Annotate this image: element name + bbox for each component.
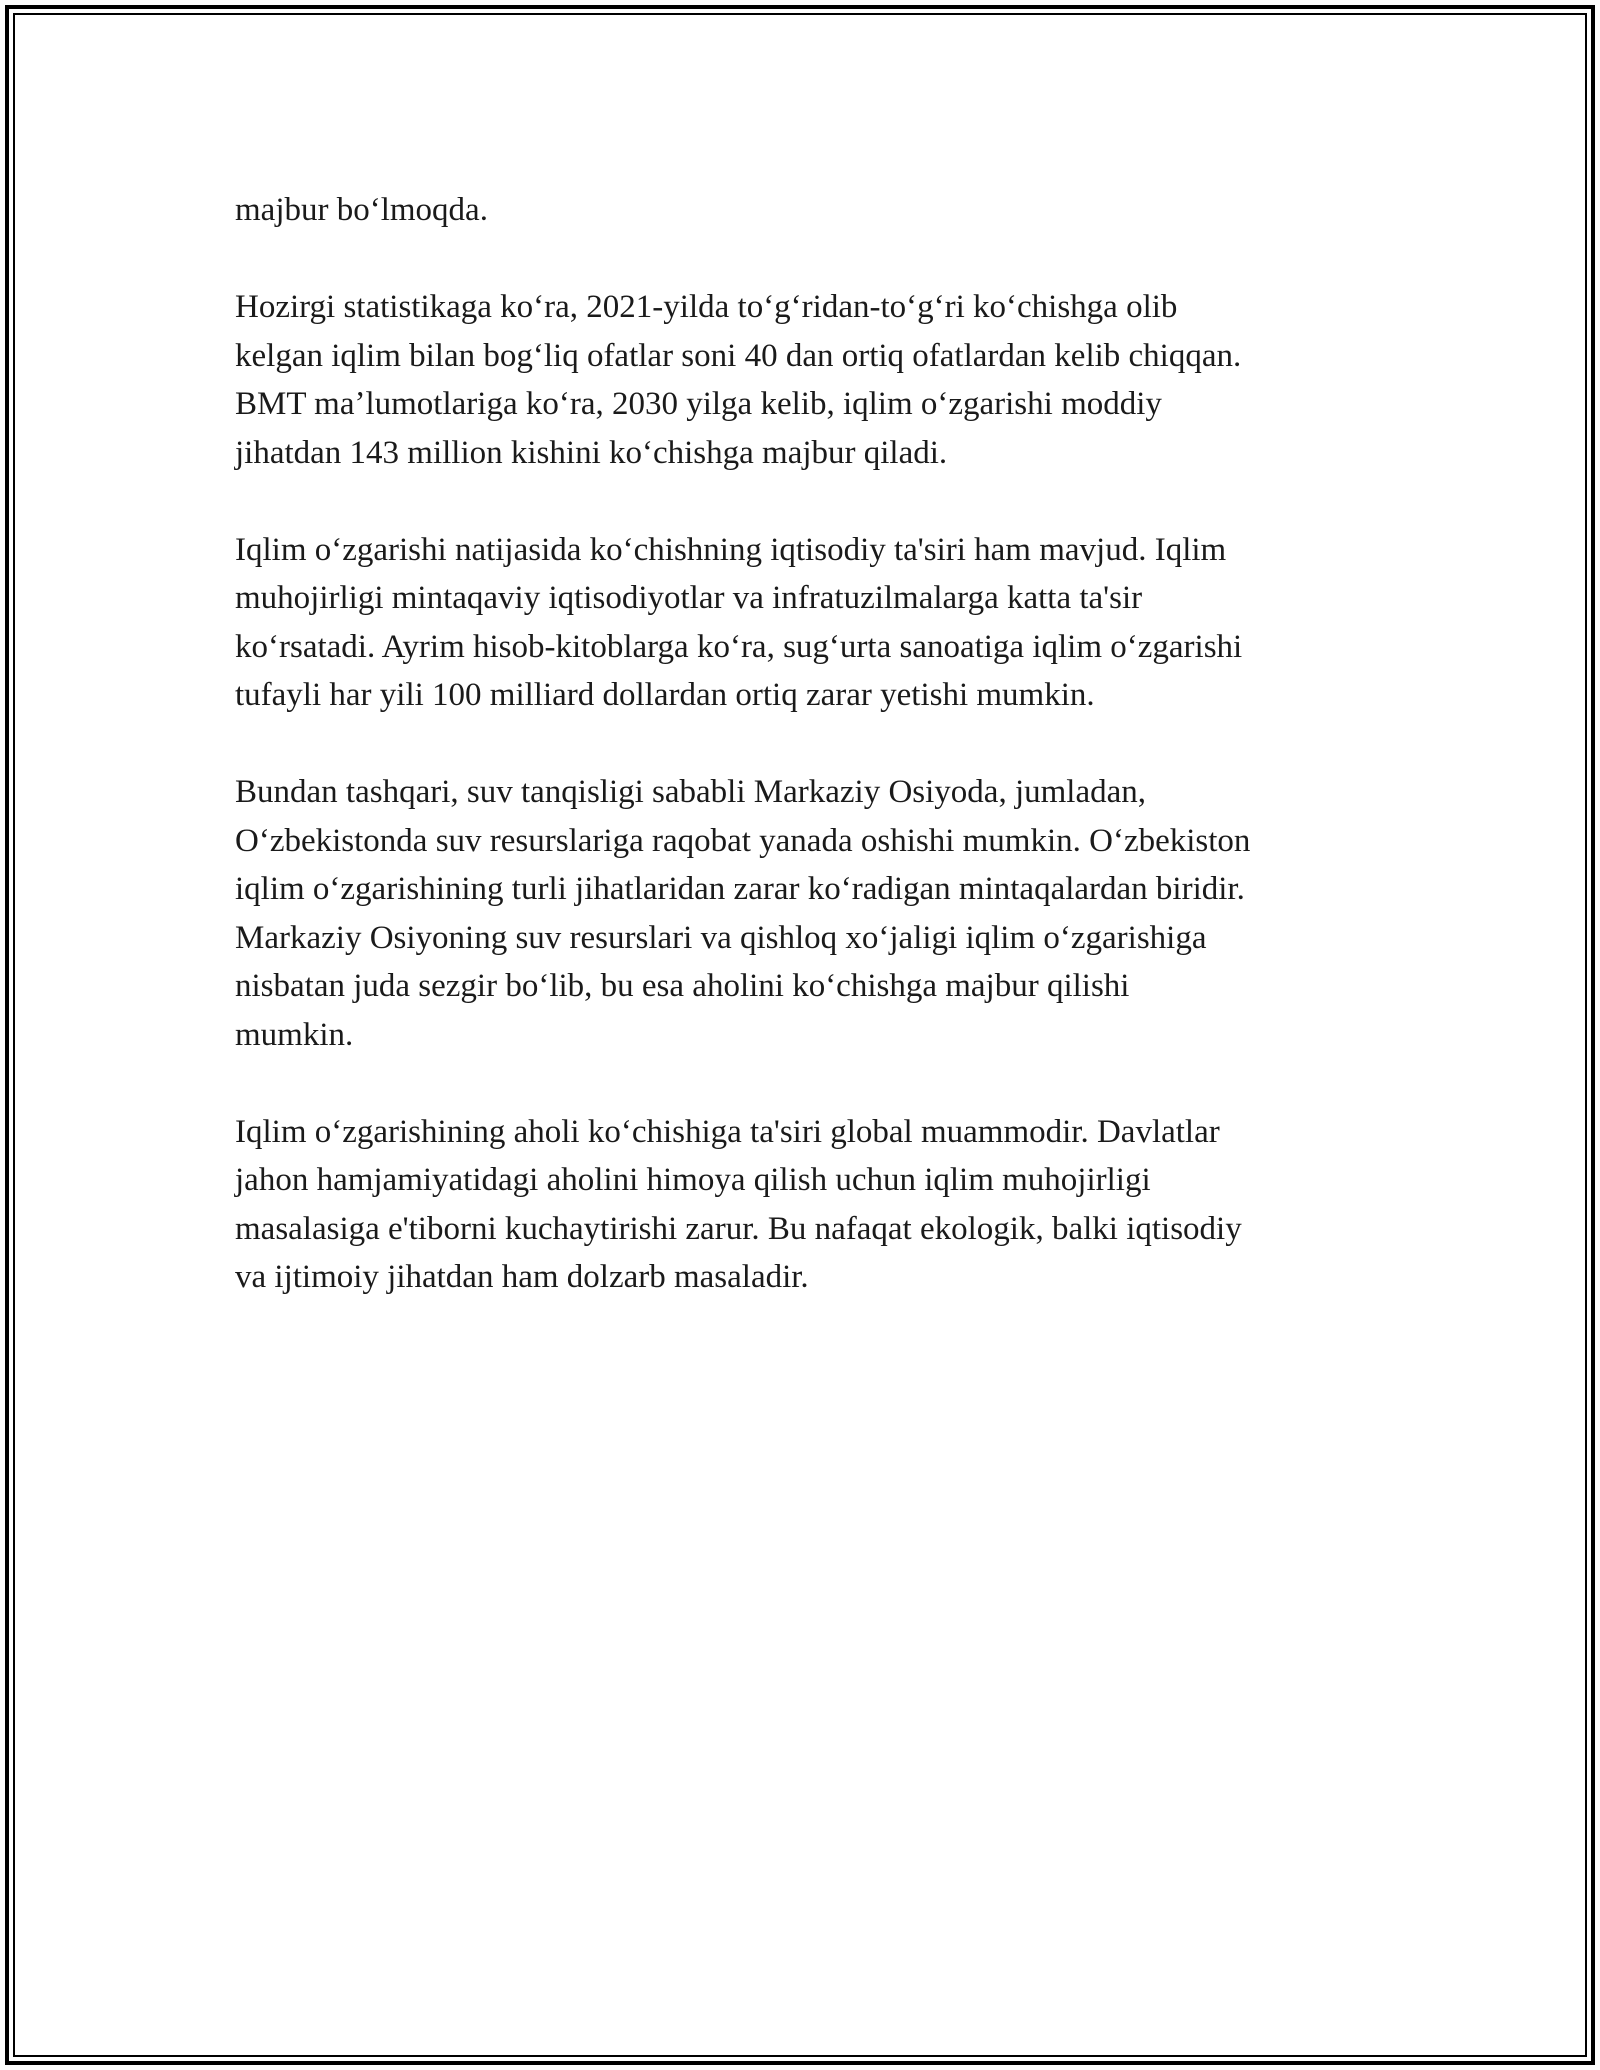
paragraph-conclusion: Iqlim oʻzgarishining aholi koʻchishiga ta'siri global muammodir. Davlatlar jahon hamjamiyatidagi aholini himoya qilish uchun iqlim muhojirligi masalasiga e'tiborni kuchaytirishi zarur. Bu nafaqat ekologik, balki iqtisodiy va ijtimoiy jihatdan ham dolzarb masaladir. xyxy=(235,1113,1242,1295)
paragraph-statistics: Hozirgi statistikaga koʻra, 2021-yilda toʻgʻridan-toʻgʻri koʻchishga olib kelgan iqlim bilan bogʻliq ofatlar soni 40 dan ortiq ofatlardan kelib chiqqan. BMT maʼlumotlariga koʻra, 2030 yilga kelib, iqlim oʻzgarishi moddiy jihatdan 143 million kishini koʻchishga majbur qiladi. xyxy=(235,289,1242,471)
paragraph-central-asia: Bundan tashqari, suv tanqisligi sababli Markaziy Osiyoda, jumladan, Oʻzbekistonda suv resurslariga raqobat yanada oshishi mumkin. Oʻzbekiston iqlim oʻzgarishining turli jihatlaridan zarar koʻradigan mintaqalardan biridir. Markaziy Osiyoning suv resurslari va qishloq xoʻjaligi iqlim oʻzgarishiga nisbatan juda sezgir boʻlib, bu esa aholini koʻchishga majbur qilishi mumkin. xyxy=(235,774,1251,1053)
paragraph-economic-impact: Iqlim oʻzgarishi natijasida koʻchishning iqtisodiy ta'siri ham mavjud. Iqlim muhojirligi mintaqaviy iqtisodiyotlar va infratuzilmalarga katta ta'sir koʻrsatadi. Ayrim hisob-kitoblarga koʻra, sugʻurta sanoatiga iqlim oʻzgarishi tufayli har yili 100 milliard dollardan ortiq zarar yetishi mumkin. xyxy=(235,531,1243,713)
paragraph-continuation: majbur boʻlmoqda. xyxy=(235,192,488,228)
document-body xyxy=(235,186,1365,1350)
